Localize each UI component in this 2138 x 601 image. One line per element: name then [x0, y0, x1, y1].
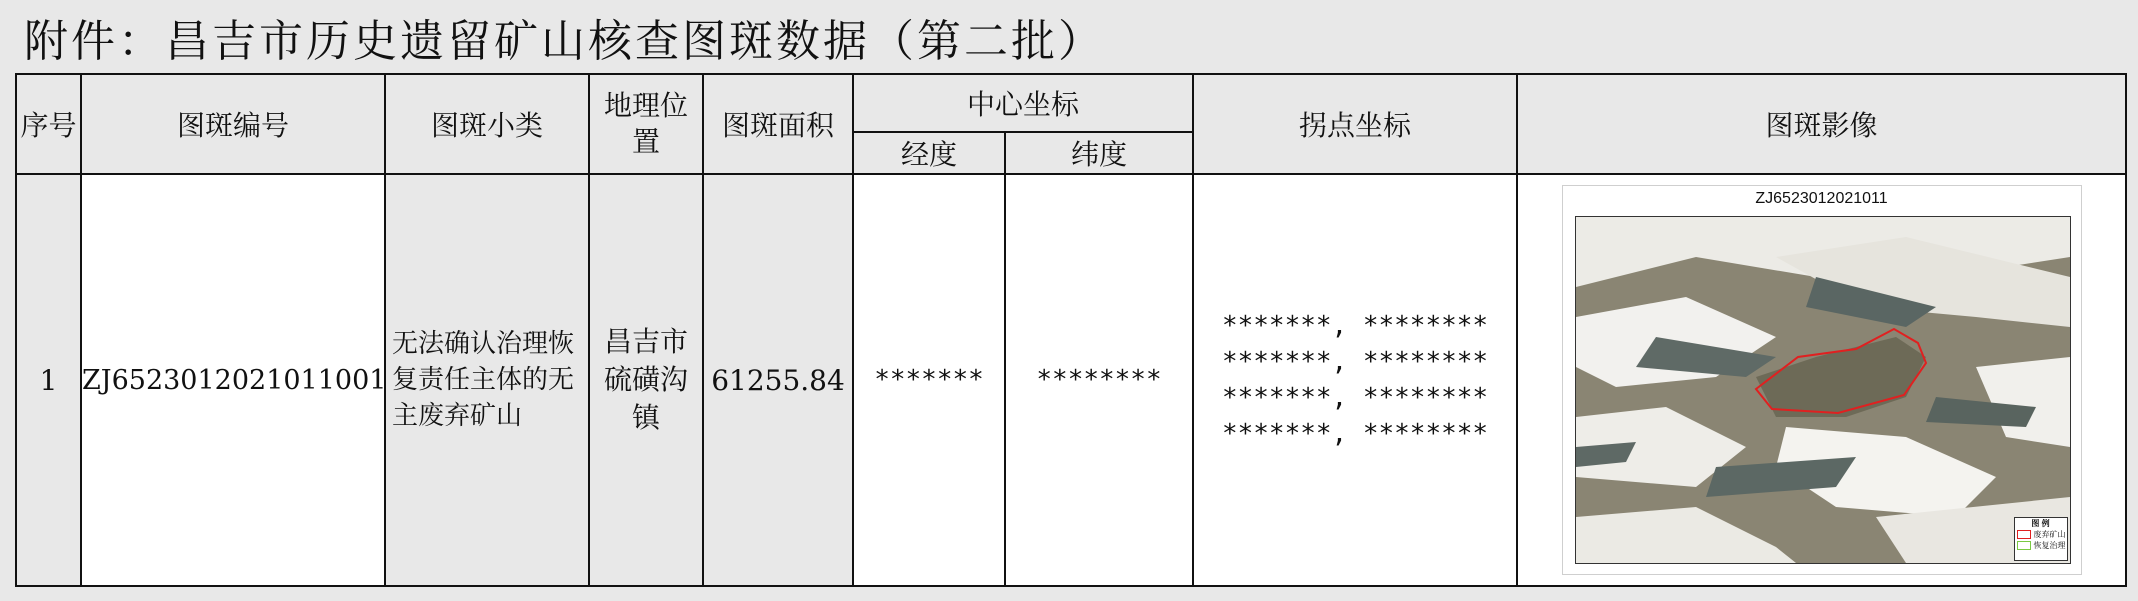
header-image: 图斑影像	[1517, 74, 2126, 174]
header-area: 图斑面积	[703, 74, 853, 174]
header-category: 图斑小类	[385, 74, 589, 174]
patch-data-table	[15, 73, 2127, 587]
header-lat: 纬度	[1005, 132, 1193, 174]
legend-item	[2015, 529, 2067, 540]
satellite-map	[1575, 216, 2071, 564]
header-location-text: 地理位置	[603, 89, 688, 158]
table-row	[16, 174, 2126, 586]
cell-seq: 1	[16, 174, 81, 586]
restoration-swatch	[2017, 541, 2031, 550]
header-vertices: 拐点坐标	[1193, 74, 1517, 174]
cell-image	[1517, 174, 2126, 586]
cell-lat: ********	[1005, 174, 1193, 586]
map-legend	[2014, 517, 2068, 561]
vertex-line: *******, ********	[1221, 419, 1489, 449]
cell-location	[589, 174, 703, 586]
cell-vertices	[1193, 174, 1517, 586]
cell-location-text: 昌吉市硫磺沟镇	[603, 325, 688, 434]
legend-label: 废弃矿山	[2033, 530, 2066, 539]
legend-item	[2015, 540, 2067, 551]
header-code: 图斑编号	[81, 74, 385, 174]
cell-code: ZJ6523012021011001	[81, 174, 385, 586]
terrain-illustration	[1576, 217, 2070, 563]
header-location	[589, 74, 703, 174]
legend-title: 图 例	[2031, 519, 2050, 528]
cell-category-text: 无法确认治理恢复责任主体的无主废弃矿山	[392, 329, 575, 431]
map-caption: ZJ6523012021011	[1755, 190, 1888, 207]
header-lon: 经度	[853, 132, 1005, 174]
cell-area: 61255.84	[703, 174, 853, 586]
legend-label: 恢复治理	[2033, 541, 2066, 550]
cell-category	[385, 174, 589, 586]
vertex-line: *******, ********	[1221, 383, 1489, 413]
patch-image	[1562, 185, 2082, 575]
header-center: 中心坐标	[853, 74, 1193, 132]
cell-lon: *******	[853, 174, 1005, 586]
header-seq: 序号	[16, 74, 81, 174]
page-title: 附件：昌吉市历史遗留矿山核查图斑数据（第二批）	[24, 16, 1105, 67]
vertex-line: *******, ********	[1221, 347, 1489, 377]
vertex-line: *******, ********	[1221, 311, 1489, 341]
abandoned-mine-swatch	[2017, 530, 2031, 539]
